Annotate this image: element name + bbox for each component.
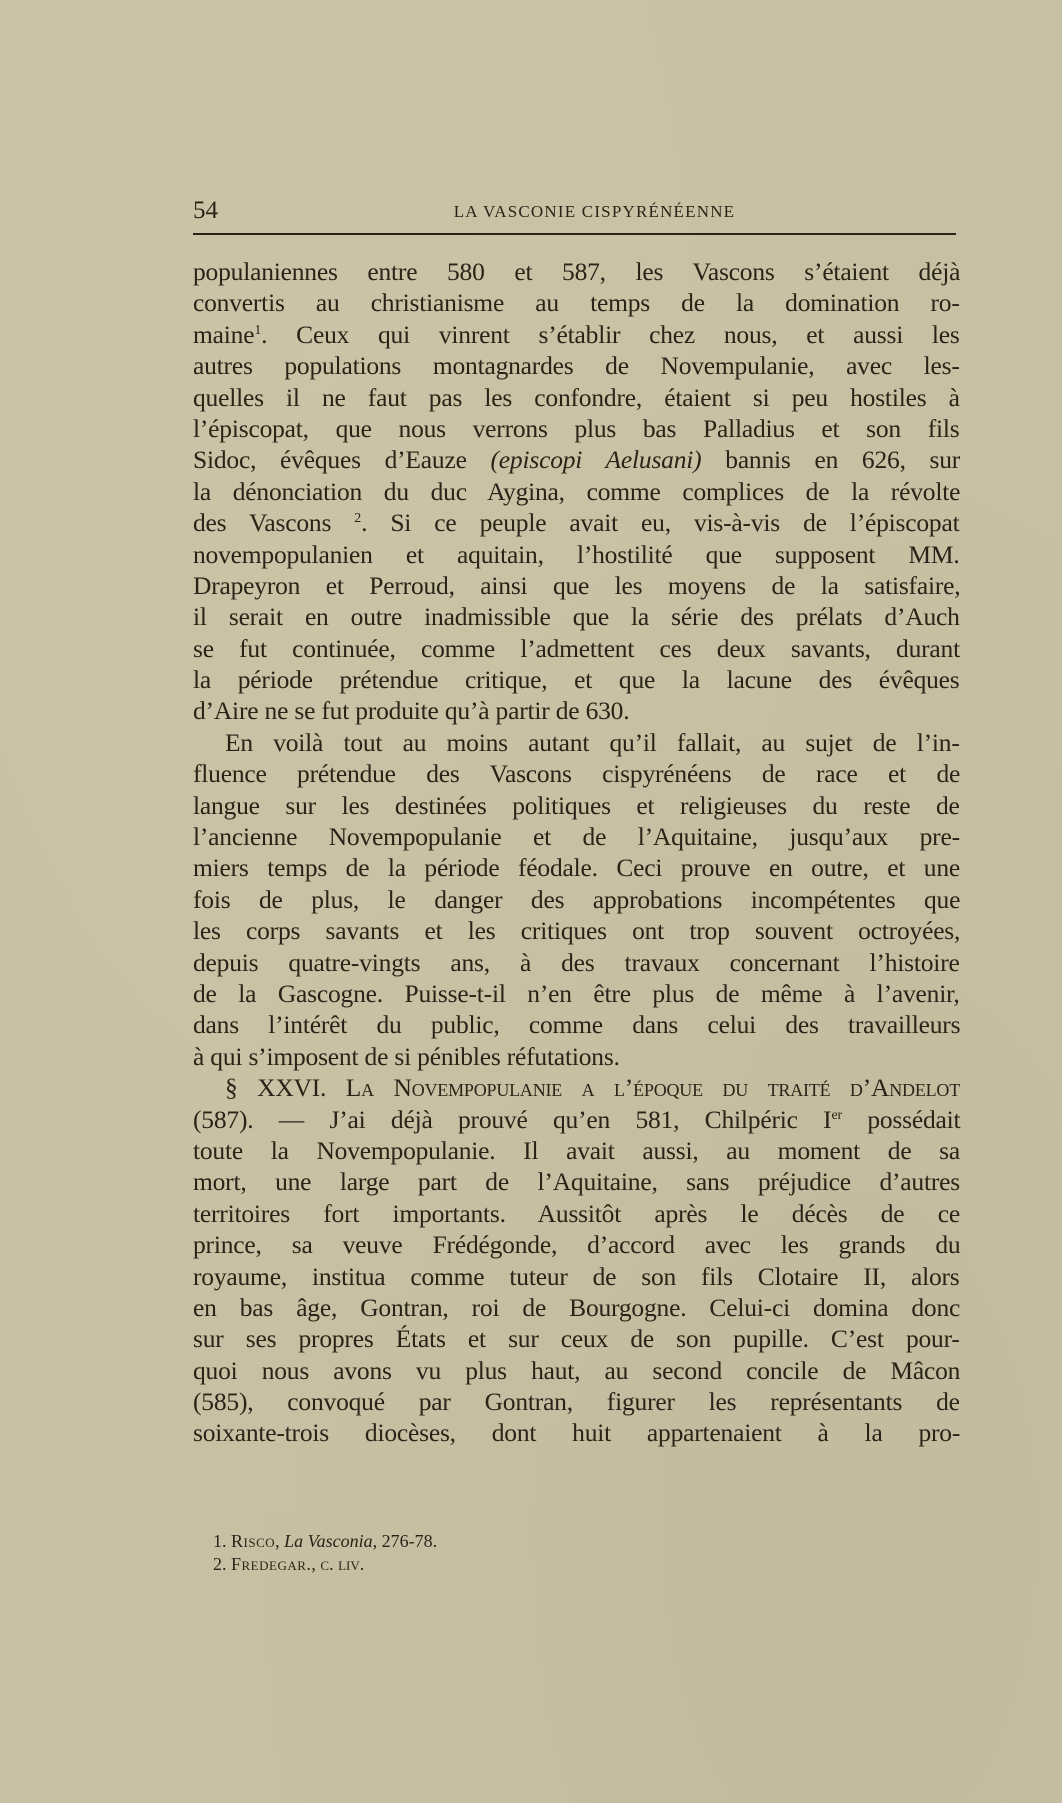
line-text: territoires fort importants. Aussitôt après le décès de ce: [193, 1198, 960, 1228]
line-text: (585), convoqué par Gontran, figurer les représentants de: [193, 1387, 960, 1417]
text-line: [193, 978, 960, 1009]
text-line: [193, 1386, 960, 1417]
line-text: Sidoc, évêques d’Eauze: [193, 445, 491, 475]
line-text: à qui s’imposent de si pénibles réfutations.: [193, 1041, 620, 1071]
line-text: sur ses propres États et sur ceux de son pupille. C’est pour-: [193, 1324, 960, 1354]
text-line: [193, 727, 960, 758]
text-line: [193, 633, 960, 664]
line-text: royaume, institua comme tuteur de son fils Clotaire II, alors: [193, 1261, 960, 1291]
footnote-author: Fredegar.: [231, 1554, 312, 1574]
footnote-title: La Vasconia: [284, 1531, 373, 1551]
latin-phrase: (episcopi Aelusani): [490, 445, 702, 475]
text-line: [193, 1229, 960, 1260]
header-rule: [193, 233, 956, 235]
footnote-marker: er: [831, 1107, 842, 1123]
text-line: [193, 947, 960, 978]
text-line: [193, 758, 960, 789]
line-text: d’Aire ne se fut produite qu’à partir de 630.: [193, 696, 630, 726]
body-text: [193, 256, 960, 1449]
text-line: [193, 915, 960, 946]
text-line: [193, 1323, 960, 1354]
line-text: langue sur les destinées politiques et religieuses du reste de: [193, 790, 960, 820]
text-line: [193, 256, 960, 287]
line-text: . Ceux qui vinrent s’établir chez nous, et aussi les: [261, 319, 960, 349]
text-line: [193, 1261, 960, 1292]
footnote-reference: , c. liv.: [311, 1554, 365, 1574]
text-line: [193, 1104, 960, 1135]
footnote: [213, 1553, 913, 1576]
text-line: [193, 507, 960, 538]
line-text: de la Gascogne. Puisse-t-il n’en être plus de même à l’avenir,: [193, 978, 960, 1008]
text-line: [193, 1355, 960, 1386]
line-text: l’épiscopat, que nous verrons plus bas Palladius et son fils: [193, 413, 960, 443]
footnote-author: Risco: [231, 1531, 276, 1551]
footnote-number: 1.: [213, 1531, 231, 1551]
section-heading: La Novempopulanie a l’époque du traité d’Andelot: [345, 1073, 961, 1103]
line-text: possédait: [841, 1104, 961, 1134]
section-number: § XXVI.: [225, 1073, 346, 1103]
page-number: 54: [193, 197, 218, 224]
text-line: [193, 1292, 960, 1323]
text-line: [193, 1135, 960, 1166]
footnotes: [213, 1530, 913, 1576]
line-text: quelles il ne faut pas les confondre, étaient si peu hostiles à: [193, 382, 960, 412]
running-title: LA VASCONIE CISPYRÉNÉENNE: [453, 202, 736, 221]
line-text: En voilà tout au moins autant qu’il fallait, au sujet de l’in-: [225, 727, 960, 757]
footnote-marker: 2: [354, 511, 362, 527]
text-line: [193, 1009, 960, 1040]
line-text: populaniennes entre 580 et 587, les Vascons s’étaient déjà: [193, 257, 961, 286]
text-line: [193, 350, 960, 381]
line-text: soixante-trois diocèses, dont huit appartenaient à la pro-: [193, 1418, 961, 1448]
text-line: [193, 852, 960, 883]
line-text: dans l’intérêt du public, comme dans celui des travailleurs: [193, 1010, 961, 1040]
line-text: miers temps de la période féodale. Ceci prouve en outre, et une: [193, 853, 961, 883]
text-line: [193, 570, 960, 601]
text-line: [193, 476, 960, 507]
line-text: il serait en outre inadmissible que la série des prélats d’Auch: [193, 602, 960, 632]
text-line: [193, 413, 960, 444]
line-text: mort, une large part de l’Aquitaine, sans préjudice d’autres: [193, 1167, 960, 1197]
line-text: . Si ce peuple avait eu, vis-à-vis de l’épiscopat: [361, 508, 960, 538]
separator: ,: [275, 1531, 285, 1551]
line-text: autres populations montagnardes de Novempulanie, avec les-: [193, 351, 960, 381]
text-line: [193, 884, 960, 915]
text-line: [193, 319, 960, 350]
line-text: fois de plus, le danger des approbations incompétentes que: [193, 884, 961, 914]
line-text: prince, sa veuve Frédégonde, d’accord avec les grands du: [193, 1230, 961, 1260]
text-line: [193, 1166, 960, 1197]
text-line: [193, 287, 960, 318]
footnote-marker: 1: [254, 322, 262, 338]
line-text: toute la Novempopulanie. Il avait aussi, au moment de sa: [193, 1135, 961, 1165]
text-line: [193, 444, 960, 475]
line-text: la période prétendue critique, et que la lacune des évêques: [193, 665, 960, 695]
line-text: fluence prétendue des Vascons cispyrénéens de race et de: [193, 759, 961, 789]
footnote: [213, 1530, 913, 1553]
line-text: en bas âge, Gontran, roi de Bourgogne. Celui-ci domina donc: [193, 1292, 961, 1322]
text-line: [193, 664, 960, 695]
line-text: quoi nous avons vu plus haut, au second concile de Mâcon: [193, 1355, 961, 1385]
text-line: [193, 539, 960, 570]
text-line: [193, 1417, 960, 1448]
text-line: [193, 601, 960, 632]
footnote-number: 2.: [213, 1554, 231, 1574]
footnote-reference: , 276-78.: [372, 1531, 438, 1551]
text-line: [193, 1041, 960, 1072]
line-text: novempopulanien et aquitain, l’hostilité que supposent MM.: [193, 539, 960, 569]
text-line: [193, 821, 960, 852]
text-line: [193, 695, 960, 726]
line-text: se fut continuée, comme l’admettent ces deux savants, durant: [193, 633, 960, 663]
line-text: la dénonciation du duc Aygina, comme complices de la révolte: [193, 476, 961, 506]
running-head: [193, 196, 956, 226]
text-line: [193, 382, 960, 413]
text-line: [193, 1198, 960, 1229]
line-text: l’ancienne Novempopulanie et de l’Aquitaine, jusqu’aux pre-: [193, 822, 960, 852]
line-text: bannis en 626, sur: [701, 445, 961, 475]
text-line: [193, 1072, 960, 1103]
text-line: [193, 790, 960, 821]
line-text: Drapeyron et Perroud, ainsi que les moyens de la satisfaire,: [193, 570, 961, 600]
line-text: depuis quatre-vingts ans, à des travaux concernant l’histoire: [193, 947, 960, 977]
line-text: maine: [193, 319, 255, 349]
line-text: des Vascons: [193, 508, 355, 538]
line-text: les corps savants et les critiques ont trop souvent octroyées,: [193, 916, 961, 946]
line-text: (587). — J’ai déjà prouvé qu’en 581, Chilpéric I: [193, 1104, 832, 1134]
line-text: convertis au christianisme au temps de la domination ro-: [193, 288, 960, 318]
